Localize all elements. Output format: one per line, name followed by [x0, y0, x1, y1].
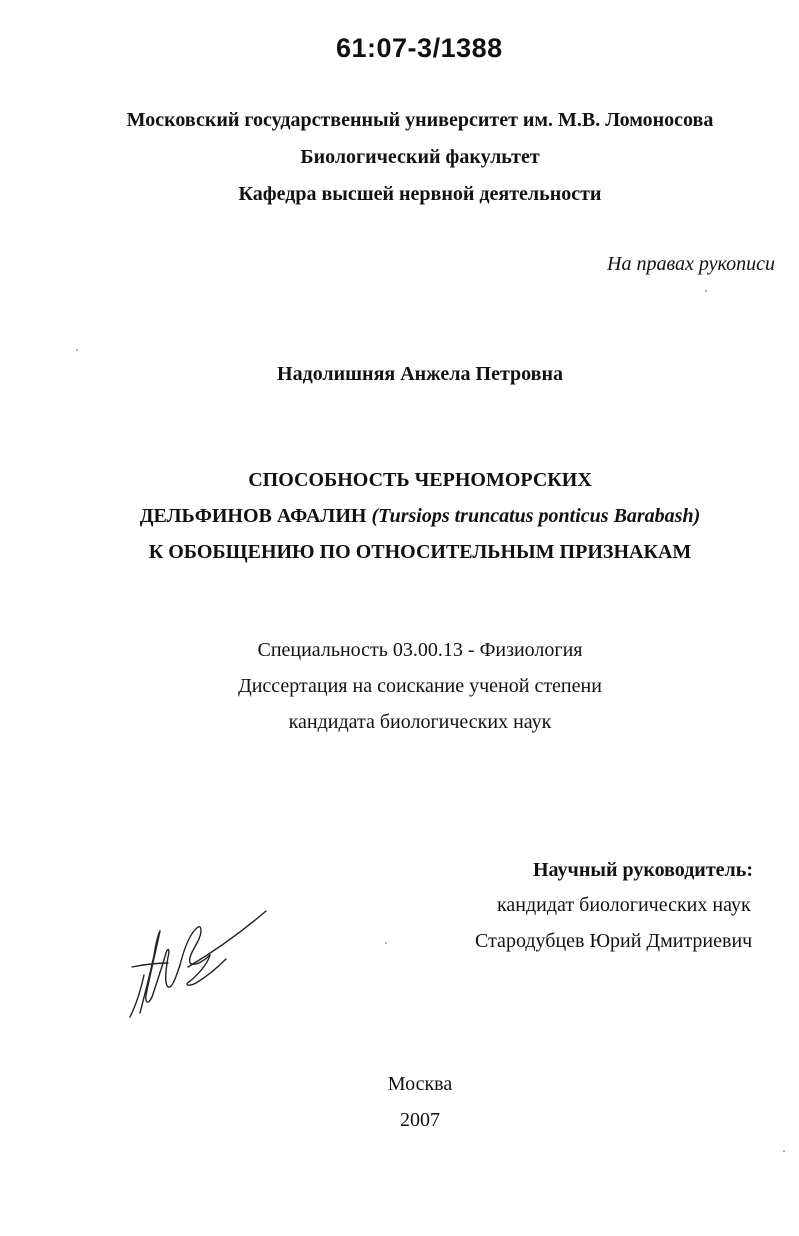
- scan-speck: [385, 942, 387, 944]
- author-name: Надолишняя Анжела Петровна: [277, 363, 563, 385]
- degree-line-2: Диссертация на соискание ученой степени: [238, 675, 602, 697]
- supervisor-degree: кандидат биологических наук: [497, 894, 751, 916]
- department-name: Кафедра высшей нервной деятельности: [238, 183, 602, 205]
- title-line-2: [0, 504, 799, 528]
- faculty-name: Биологический факультет: [300, 146, 540, 168]
- year: 2007: [400, 1109, 440, 1131]
- university-name: Московский государственный университет им. М.В. Ломоносова: [126, 109, 714, 131]
- scan-speck: [76, 349, 78, 351]
- supervisor-label: Научный руководитель:: [533, 859, 753, 881]
- city: Москва: [387, 1073, 453, 1095]
- title-line-1: СПОСОБНОСТЬ ЧЕРНОМОРСКИХ: [248, 469, 592, 491]
- title-line-3: К ОБОБЩЕНИЮ ПО ОТНОСИТЕЛЬНЫМ ПРИЗНАКАМ: [148, 541, 692, 563]
- scan-speck: [705, 290, 707, 292]
- specialty: Специальность 03.00.13 - Физиология: [257, 639, 583, 661]
- title-line-2-text: ДЕЛЬФИНОВ АФАЛИН: [139, 505, 372, 527]
- manuscript-note: На правах рукописи: [607, 253, 775, 275]
- document-code: 61:07-3/1388: [336, 33, 503, 63]
- title-latin-name: (Tursiops truncatus ponticus Barabash): [371, 505, 701, 527]
- handwritten-signature: [118, 905, 278, 1020]
- degree-line-3: кандидата биологических наук: [288, 711, 552, 733]
- supervisor-name: Стародубцев Юрий Дмитриевич: [475, 930, 753, 952]
- scan-speck: [783, 1150, 785, 1152]
